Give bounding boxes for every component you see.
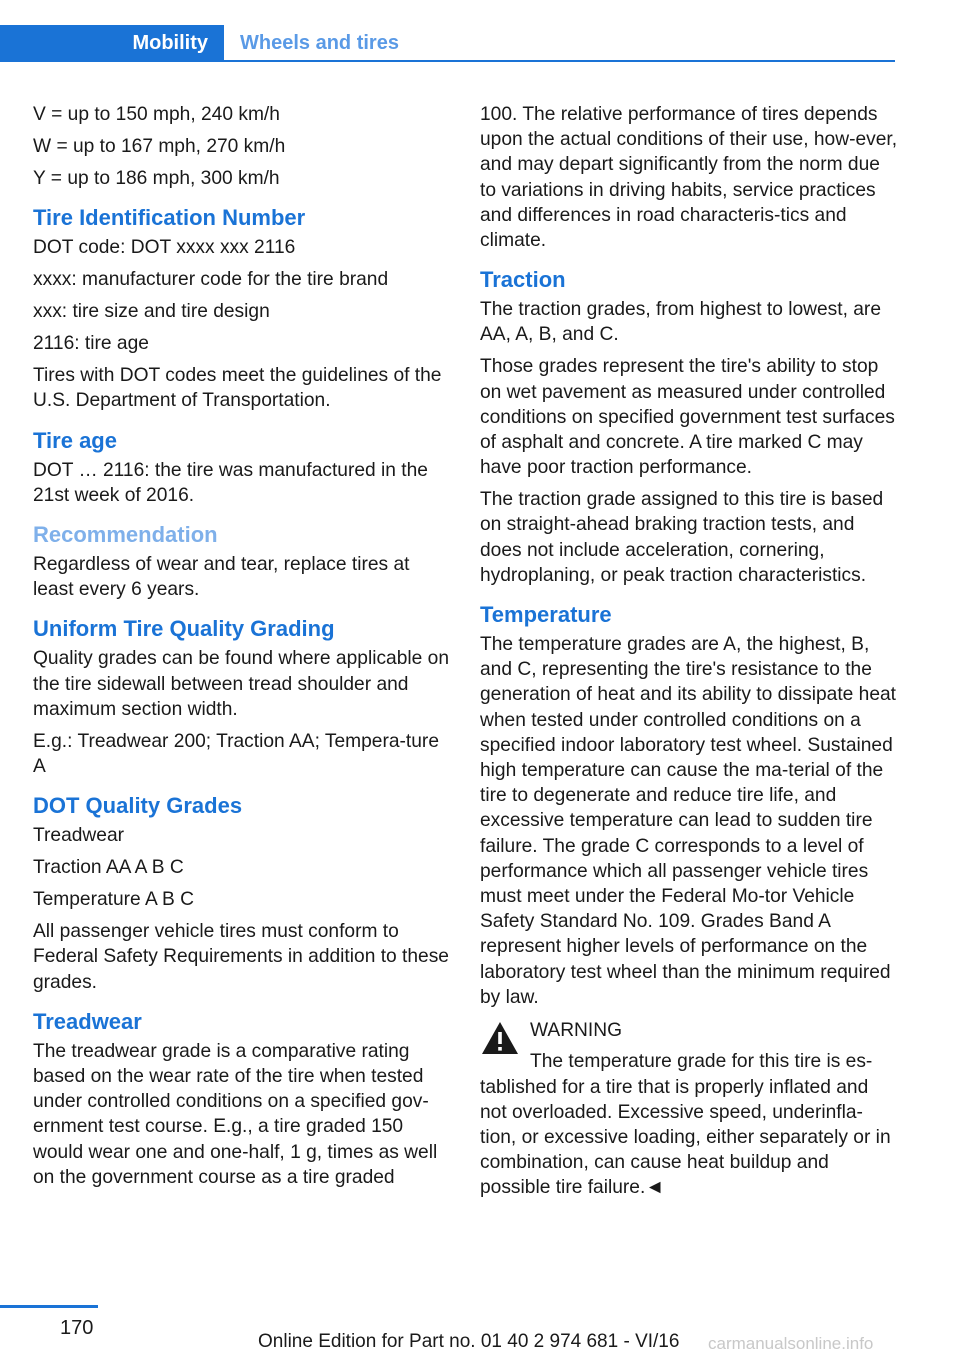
speed-rating-v: V = up to 150 mph, 240 km/h — [33, 104, 280, 125]
speed-rating-w: W = up to 167 mph, 270 km/h — [33, 136, 286, 157]
utqg-text: Quality grades can be found where applicable on the tire sidewall between tread shoulder and maximum section width. — [33, 648, 450, 720]
heading-traction: Traction — [480, 267, 566, 293]
traction-description: Those grades represent the tire's ability to stop on wet pavement as measured under controlled conditions on specified government test surfaces of asphalt and concrete. A tire marked C may have poor traction performance. — [480, 356, 895, 479]
warning-box — [480, 1018, 898, 1200]
heading-tire-identification-number: Tire Identification Number — [33, 205, 306, 231]
tab-wheels-label: Wheels and tires — [240, 32, 399, 54]
dot-traction: Traction AA A B C — [33, 857, 184, 879]
edition-text: Online Edition for Part no. 01 40 2 974 681 - VI/16 — [258, 1331, 680, 1352]
dot-temperature: Temperature A B C — [33, 889, 195, 911]
tab-mobility-label: Mobility — [132, 32, 208, 54]
right-column — [480, 102, 898, 1207]
page-number: 170 — [60, 1317, 94, 1339]
heading-temperature: Temperature — [480, 602, 612, 628]
tin-manufacturer: xxxx: manufacturer code for the tire brand — [33, 269, 389, 291]
tab-wheels-and-tires[interactable] — [240, 25, 399, 62]
speed-rating-y: Y = up to 186 mph, 300 km/h — [33, 168, 280, 189]
treadwear-continued: 100. The relative performance of tires depends upon the actual conditions of their use, how‐ever, and may depart significantly from the norm due to variations in driving habits, service practices and differences in road characteris‐tics and climate. — [480, 104, 898, 252]
warning-triangle-icon — [480, 1020, 520, 1056]
heading-uniform-tire-quality-grading: Uniform Tire Quality Grading — [33, 616, 335, 642]
heading-treadwear: Treadwear — [33, 1008, 142, 1034]
heading-dot-quality-grades: DOT Quality Grades — [33, 793, 243, 819]
temperature-text: The temperature grades are A, the highest, B, and C, representing the tire's resistance to the generation of heat and its ability to dissipate heat when tested under controlled conditions on a specified indoor laboratory test wheel. Sustained high temperature can cause the ma‐terial of the tire to degenerate and reduce tire life, and excessive temperature can lead to sudden tire failure. The grade C corresponds to a level of performance which all passenger vehicle tires must meet under the Federal Mo‐tor Vehicle Safety Standard No. 109. Grades Band A represent higher levels of performance on the laboratory test wheel than the minimum required by law. — [480, 634, 897, 1008]
left-column — [33, 102, 451, 1197]
tab-mobility[interactable] — [0, 25, 224, 62]
tin-age: 2116: tire age — [33, 333, 149, 355]
tin-size: xxx: tire size and tire design — [33, 301, 270, 323]
traction-grades: The traction grades, from highest to lowest, are AA, A, B, and C. — [480, 299, 881, 346]
traction-assigned: The traction grade assigned to this tire is based on straight-ahead braking traction tests, and does not include acceleration, cornering, hydroplaning, or peak traction characteristics. — [480, 489, 884, 586]
footer-rule — [0, 1305, 98, 1308]
recommendation-text: Regardless of wear and tear, replace tires at least every 6 years. — [33, 554, 410, 601]
heading-recommendation: Recommendation — [33, 522, 218, 548]
tin-dot-code: DOT code: DOT xxxx xxx 2116 — [33, 237, 296, 259]
heading-tire-age: Tire age — [33, 427, 117, 453]
page-header — [0, 25, 895, 62]
tire-age-text: DOT … 2116: the tire was manufactured in the 21st week of 2016. — [33, 459, 428, 506]
utqg-example: E.g.: Treadwear 200; Traction AA; Tempera‐ture A — [33, 730, 439, 778]
treadwear-text: The treadwear grade is a comparative rating based on the wear rate of the tire when tested under controlled conditions on a specified gov‐ernment test course. E.g., a tire graded 150 would wear one and one-half, 1 g, times as well on the government course as a tire graded — [33, 1040, 438, 1188]
dot-treadwear: Treadwear — [33, 825, 124, 847]
watermark: carmanualsonline.info — [708, 1334, 874, 1353]
warning-title: WARNING — [530, 1020, 623, 1042]
warning-body — [480, 1049, 898, 1200]
dot-conform: All passenger vehicle tires must conform to Federal Safety Requirements in addition to these grades. — [33, 921, 449, 993]
tin-guidelines: Tires with DOT codes meet the guidelines of the U.S. Department of Transportation. — [33, 365, 442, 412]
warning-rest: tablished for a tire that is properly inflated and not overloaded. Excessive speed, underinfla‐tion, or excessive loading, either separately or in combination, can cause heat buildup and possible tire failure.◄ — [480, 1076, 891, 1199]
warning-first-line: The temperature grade for this tire is es‐ — [530, 1051, 873, 1073]
